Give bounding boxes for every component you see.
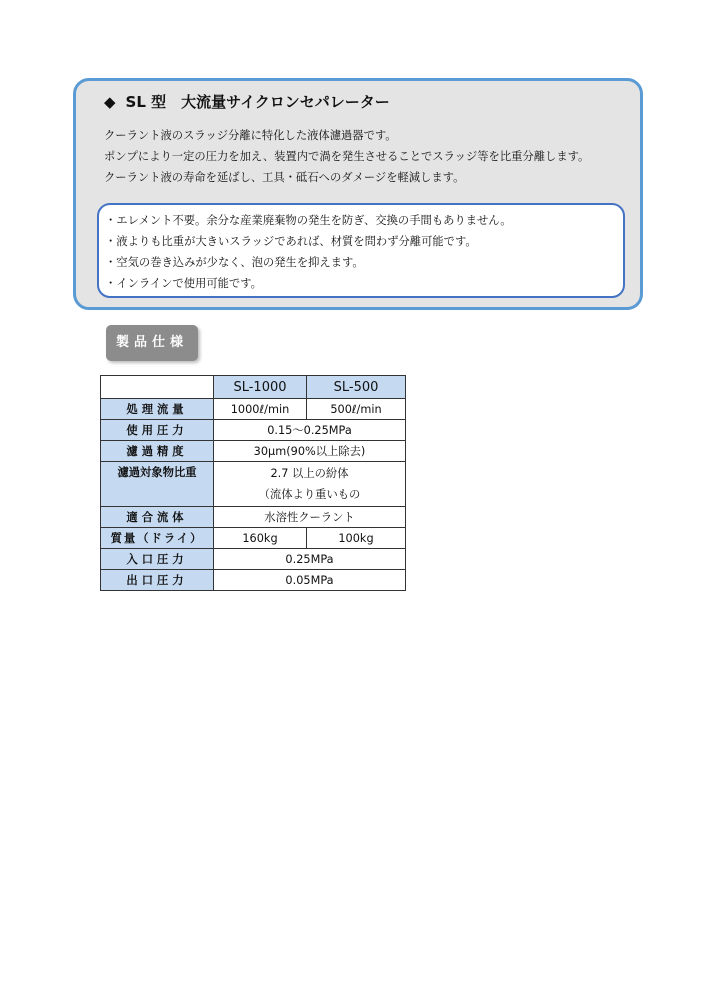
- row-label-flow: 処理流量: [101, 399, 214, 420]
- feature-item: ・エレメント不要。余分な産業廃棄物の発生を防ぎ、交換の手間もありません。: [105, 214, 512, 227]
- column-header-sl1000: SL-1000: [214, 376, 307, 399]
- cell-precision: 30μm(90%以上除去): [214, 441, 406, 462]
- row-label-pressure: 使用圧力: [101, 420, 214, 441]
- table-row: [101, 441, 406, 462]
- feature-item: ・空気の巻き込みが少なく、泡の発生を抑えます。: [105, 256, 364, 269]
- product-description: [104, 125, 589, 188]
- table-row: [101, 528, 406, 549]
- product-title: [104, 91, 390, 112]
- cell-flow-sl1000: 1000ℓ/min: [214, 399, 307, 420]
- header-blank-cell: [101, 376, 214, 399]
- title-text: SL 型 大流量サイクロンセパレーター: [125, 93, 390, 111]
- spec-table: [100, 375, 406, 591]
- feature-item: ・液よりも比重が大きいスラッジであれば、材質を問わず分離可能です。: [105, 235, 477, 248]
- row-label-gravity: 濾過対象物比重: [101, 462, 214, 507]
- row-label-inlet: 入口圧力: [101, 549, 214, 570]
- diamond-bullet-icon: ◆: [104, 93, 116, 111]
- table-row: [101, 507, 406, 528]
- features-box: [97, 203, 625, 298]
- table-header-row: [101, 376, 406, 399]
- column-header-sl500: SL-500: [307, 376, 406, 399]
- table-row: [101, 420, 406, 441]
- description-line: ポンプにより一定の圧力を加え、装置内で渦を発生させることでスラッジ等を比重分離します。: [104, 150, 590, 163]
- feature-item: ・インラインで使用可能です。: [105, 277, 262, 290]
- gravity-line: （流体より重いもの: [258, 488, 361, 501]
- description-line: クーラント液の寿命を延ばし、工具・砥石へのダメージを軽減します。: [104, 171, 465, 184]
- cell-pressure: 0.15～0.25MPa: [214, 420, 406, 441]
- cell-fluid: 水溶性クーラント: [214, 507, 406, 528]
- row-label-fluid: 適合流体: [101, 507, 214, 528]
- row-label-mass: 質量（ドライ）: [101, 528, 214, 549]
- spec-heading: 製品仕様: [106, 325, 198, 361]
- table-row: [101, 399, 406, 420]
- cell-mass-sl1000: 160kg: [214, 528, 307, 549]
- cell-mass-sl500: 100kg: [307, 528, 406, 549]
- cell-gravity: [214, 462, 406, 507]
- table-row: [101, 462, 406, 507]
- table-row: [101, 549, 406, 570]
- intro-panel: [73, 78, 643, 310]
- table-row: [101, 570, 406, 591]
- row-label-precision: 濾過精度: [101, 441, 214, 462]
- cell-outlet: 0.05MPa: [214, 570, 406, 591]
- cell-inlet: 0.25MPa: [214, 549, 406, 570]
- row-label-outlet: 出口圧力: [101, 570, 214, 591]
- cell-flow-sl500: 500ℓ/min: [307, 399, 406, 420]
- description-line: クーラント液のスラッジ分離に特化した液体濾過器です。: [104, 129, 397, 142]
- gravity-line: 2.7 以上の紛体: [270, 467, 349, 480]
